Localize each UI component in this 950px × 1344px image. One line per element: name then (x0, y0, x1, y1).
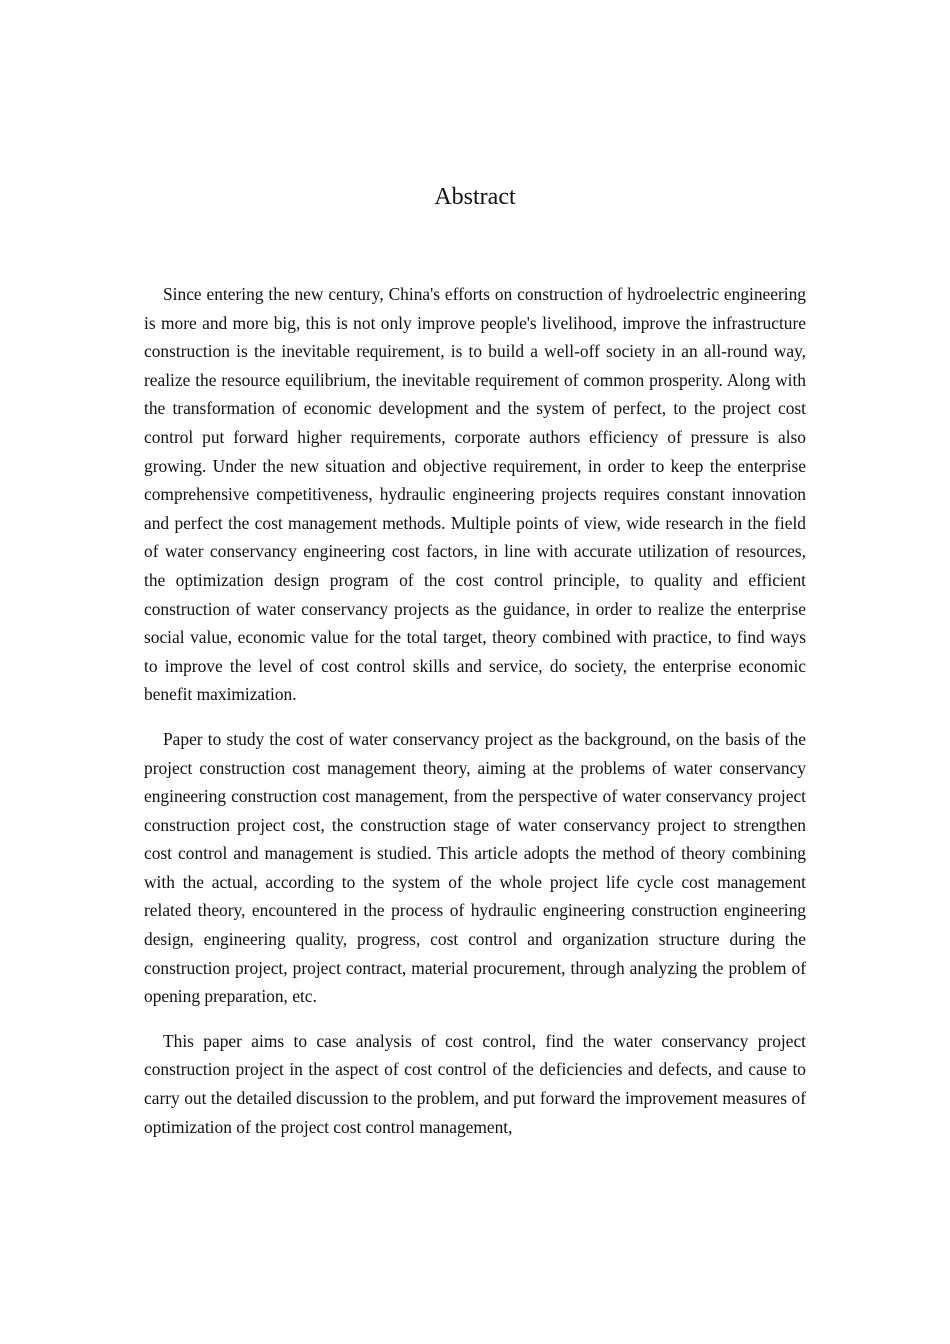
page-title: Abstract (434, 184, 516, 210)
abstract-body (144, 280, 806, 1157)
paragraph: This paper aims to case analysis of cost control, find the water conservancy project construction project in the aspect of cost control of the deficiencies and defects, and cause to carry out the detailed discussion to the problem, and put forward the improvement measures of optimization of the project cost control management, (144, 1030, 806, 1137)
paragraph: Since entering the new century, China's efforts on construction of hydroelectric engineering is more and more big, this is not only improve people's livelihood, improve the infrastructure construction is the inevitable requirement, is to build a well-off society in an all-round way, realize the resource equilibrium, the inevitable requirement of common prosperity. Along with the transformation of economic development and the system of perfect, to the project cost control put forward higher requirements, corporate authors efficiency of pressure is also growing. Under the new situation and objective requirement, in order to keep the enterprise comprehensive competitiveness, hydraulic engineering projects requires constant innovation and perfect the cost management methods. Multiple points of view, wide research in the field of water conservancy engineering cost factors, in line with accurate utilization of resources, the optimization design program of the cost control principle, to quality and efficient construction of water conservancy projects as the guidance, in order to realize the enterprise social value, economic value for the total target, theory combined with practice, to find ways to improve the level of cost control skills and service, do society, the enterprise economic benefit maximization. (144, 284, 806, 705)
paragraph: Paper to study the cost of water conservancy project as the background, on the basis of the project construction cost management theory, aiming at the problems of water conservancy engineering construction cost management, from the perspective of water conservancy project construction project cost, the construction stage of water conservancy project to strengthen cost control and management is studied. This article adopts the method of theory combining with the actual, according to the system of the whole project life cycle cost management related theory, encountered in the process of hydraulic engineering construction engineering design, engineering quality, progress, cost control and organization structure during the construction project, project contract, material procurement, through analyzing the problem of opening preparation, etc. (144, 728, 806, 1007)
